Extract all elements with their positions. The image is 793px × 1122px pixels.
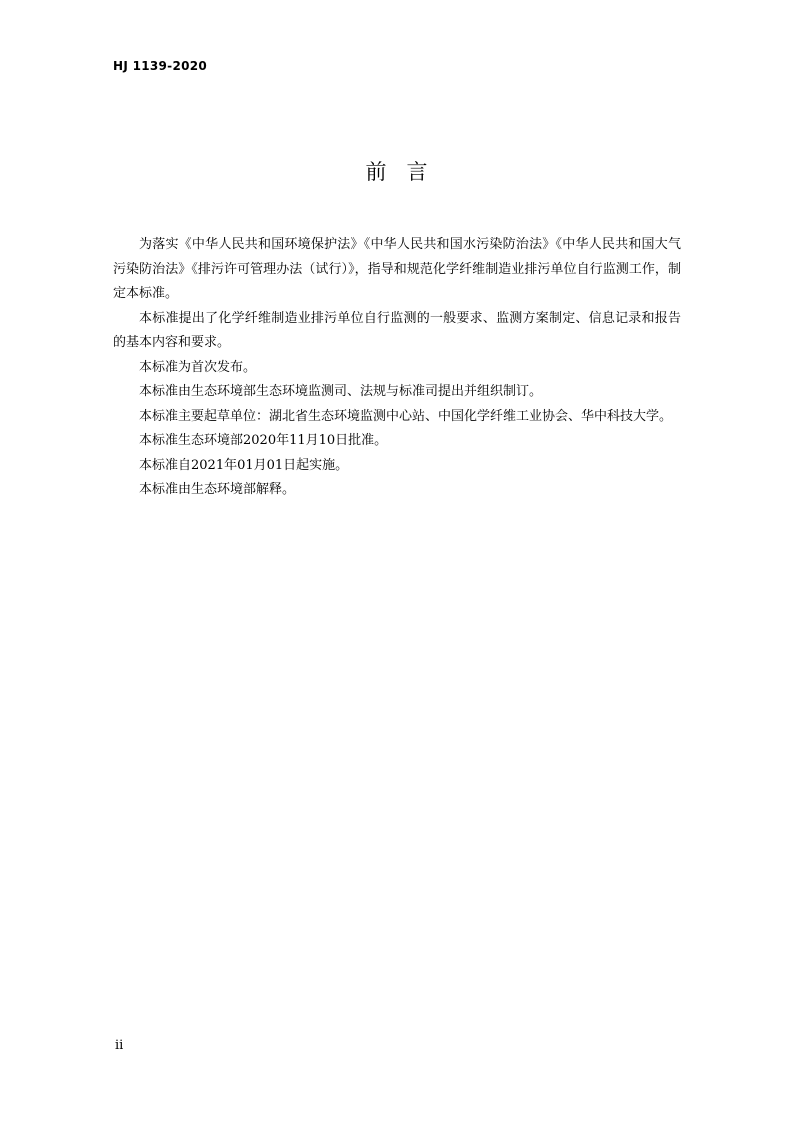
paragraph-purpose: 为落实《中华人民共和国环境保护法》《中华人民共和国水污染防治法》《中华人民共和国大气污染防治法》《排污许可管理办法（试行）》，指导和规范化学纤维制造业排污单位自行监测工作，制定本标准。 xyxy=(113,237,681,301)
standard-code: HJ 1139-2020 xyxy=(113,59,208,73)
paragraph-scope: 本标准提出了化学纤维制造业排污单位自行监测的一般要求、监测方案制定、信息记录和报告的基本内容和要求。 xyxy=(113,310,681,350)
paragraph-effective-date: 本标准自2021年01月01日起实施。 xyxy=(139,457,349,473)
paragraph-interpretation: 本标准由生态环境部解释。 xyxy=(139,482,296,497)
paragraph-first-release: 本标准为首次发布。 xyxy=(139,359,257,375)
paragraph-proposer: 本标准由生态环境部生态环境监测司、法规与标准司提出并组织制订。 xyxy=(139,384,543,399)
foreword-body xyxy=(113,233,681,503)
page-number: ii xyxy=(115,1038,124,1053)
paragraph-approval-date: 本标准生态环境部2020年11月10日批准。 xyxy=(139,433,388,448)
page-title: 前言 xyxy=(365,160,448,184)
paragraph-drafters: 本标准主要起草单位：湖北省生态环境监测中心站、中国化学纤维工业协会、华中科技大学。 xyxy=(139,408,673,424)
